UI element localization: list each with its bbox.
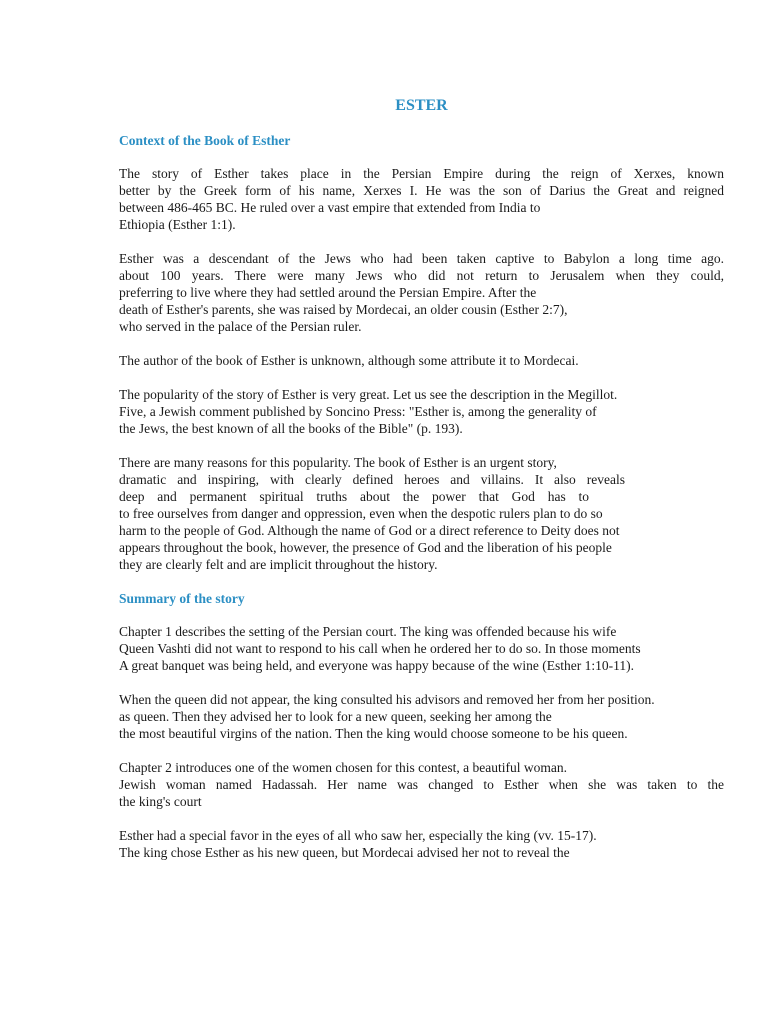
- text-line: about 100 years. There were many Jews who did not return to Jerusalem when they could,: [119, 268, 724, 283]
- text-line: Five, a Jewish comment published by Soncino Press: "Esther is, among the generality of: [119, 404, 597, 419]
- text-line: Queen Vashti did not want to respond to his call when he ordered her to do so. In those moments: [119, 641, 641, 656]
- text-line: to free ourselves from danger and oppression, even when the despotic rulers plan to do so: [119, 506, 603, 521]
- text-line: better by the Greek form of his name, Xerxes I. He was the son of Darius the Great and reigned: [119, 183, 724, 198]
- paragraph: [119, 759, 724, 810]
- paragraph: [119, 623, 724, 674]
- text-line: Chapter 1 describes the setting of the Persian court. The king was offended because his wife: [119, 624, 617, 639]
- section-heading: Summary of the story: [119, 591, 245, 606]
- text-line: between 486-465 BC. He ruled over a vast empire that extended from India to: [119, 200, 541, 215]
- paragraph: [119, 250, 724, 335]
- paragraph: [119, 454, 724, 573]
- document-body: [119, 96, 724, 878]
- text-line: appears throughout the book, however, the presence of God and the liberation of his people: [119, 540, 612, 555]
- section-heading: Context of the Book of Esther: [119, 133, 291, 148]
- text-line: deep and permanent spiritual truths about the power that God has to: [119, 489, 589, 504]
- text-line: who served in the palace of the Persian ruler.: [119, 319, 362, 334]
- text-line: When the queen did not appear, the king consulted his advisors and removed her from her position.: [119, 692, 655, 707]
- text-line: as queen. Then they advised her to look for a new queen, seeking her among the: [119, 709, 552, 724]
- text-line: harm to the people of God. Although the name of God or a direct reference to Deity does not: [119, 523, 620, 538]
- document-title: ESTER: [395, 97, 448, 114]
- text-line: Jewish woman named Hadassah. Her name was changed to Esther when she was taken to the: [119, 777, 724, 792]
- text-line: dramatic and inspiring, with clearly defined heroes and villains. It also reveals: [119, 472, 625, 487]
- text-line: The story of Esther takes place in the Persian Empire during the reign of Xerxes, known: [119, 166, 724, 181]
- paragraph: [119, 691, 724, 742]
- paragraph: [119, 827, 724, 861]
- text-line: they are clearly felt and are implicit throughout the history.: [119, 557, 438, 572]
- text-line: The author of the book of Esther is unknown, although some attribute it to Mordecai.: [119, 353, 579, 368]
- text-line: Esther was a descendant of the Jews who had been taken captive to Babylon a long time ago.: [119, 251, 724, 266]
- paragraph: [119, 165, 724, 233]
- text-line: The king chose Esther as his new queen, but Mordecai advised her not to reveal the: [119, 845, 570, 860]
- text-line: the king's court: [119, 794, 202, 809]
- text-line: Chapter 2 introduces one of the women chosen for this contest, a beautiful woman.: [119, 760, 568, 775]
- text-line: the Jews, the best known of all the books of the Bible" (p. 193).: [119, 421, 463, 436]
- text-line: preferring to live where they had settled around the Persian Empire. After the: [119, 285, 537, 300]
- text-line: A great banquet was being held, and everyone was happy because of the wine (Esther 1:10-11).: [119, 658, 634, 673]
- text-line: death of Esther's parents, she was raised by Mordecai, an older cousin (Esther 2:7),: [119, 302, 568, 317]
- text-line: the most beautiful virgins of the nation. Then the king would choose someone to be his queen.: [119, 726, 628, 741]
- text-line: Esther had a special favor in the eyes of all who saw her, especially the king (vv. 15-17).: [119, 828, 597, 843]
- paragraph: [119, 386, 724, 437]
- text-line: Ethiopia (Esther 1:1).: [119, 217, 236, 232]
- text-line: There are many reasons for this popularity. The book of Esther is an urgent story,: [119, 455, 557, 470]
- paragraph: [119, 352, 724, 369]
- text-line: The popularity of the story of Esther is very great. Let us see the description in the Megillot.: [119, 387, 618, 402]
